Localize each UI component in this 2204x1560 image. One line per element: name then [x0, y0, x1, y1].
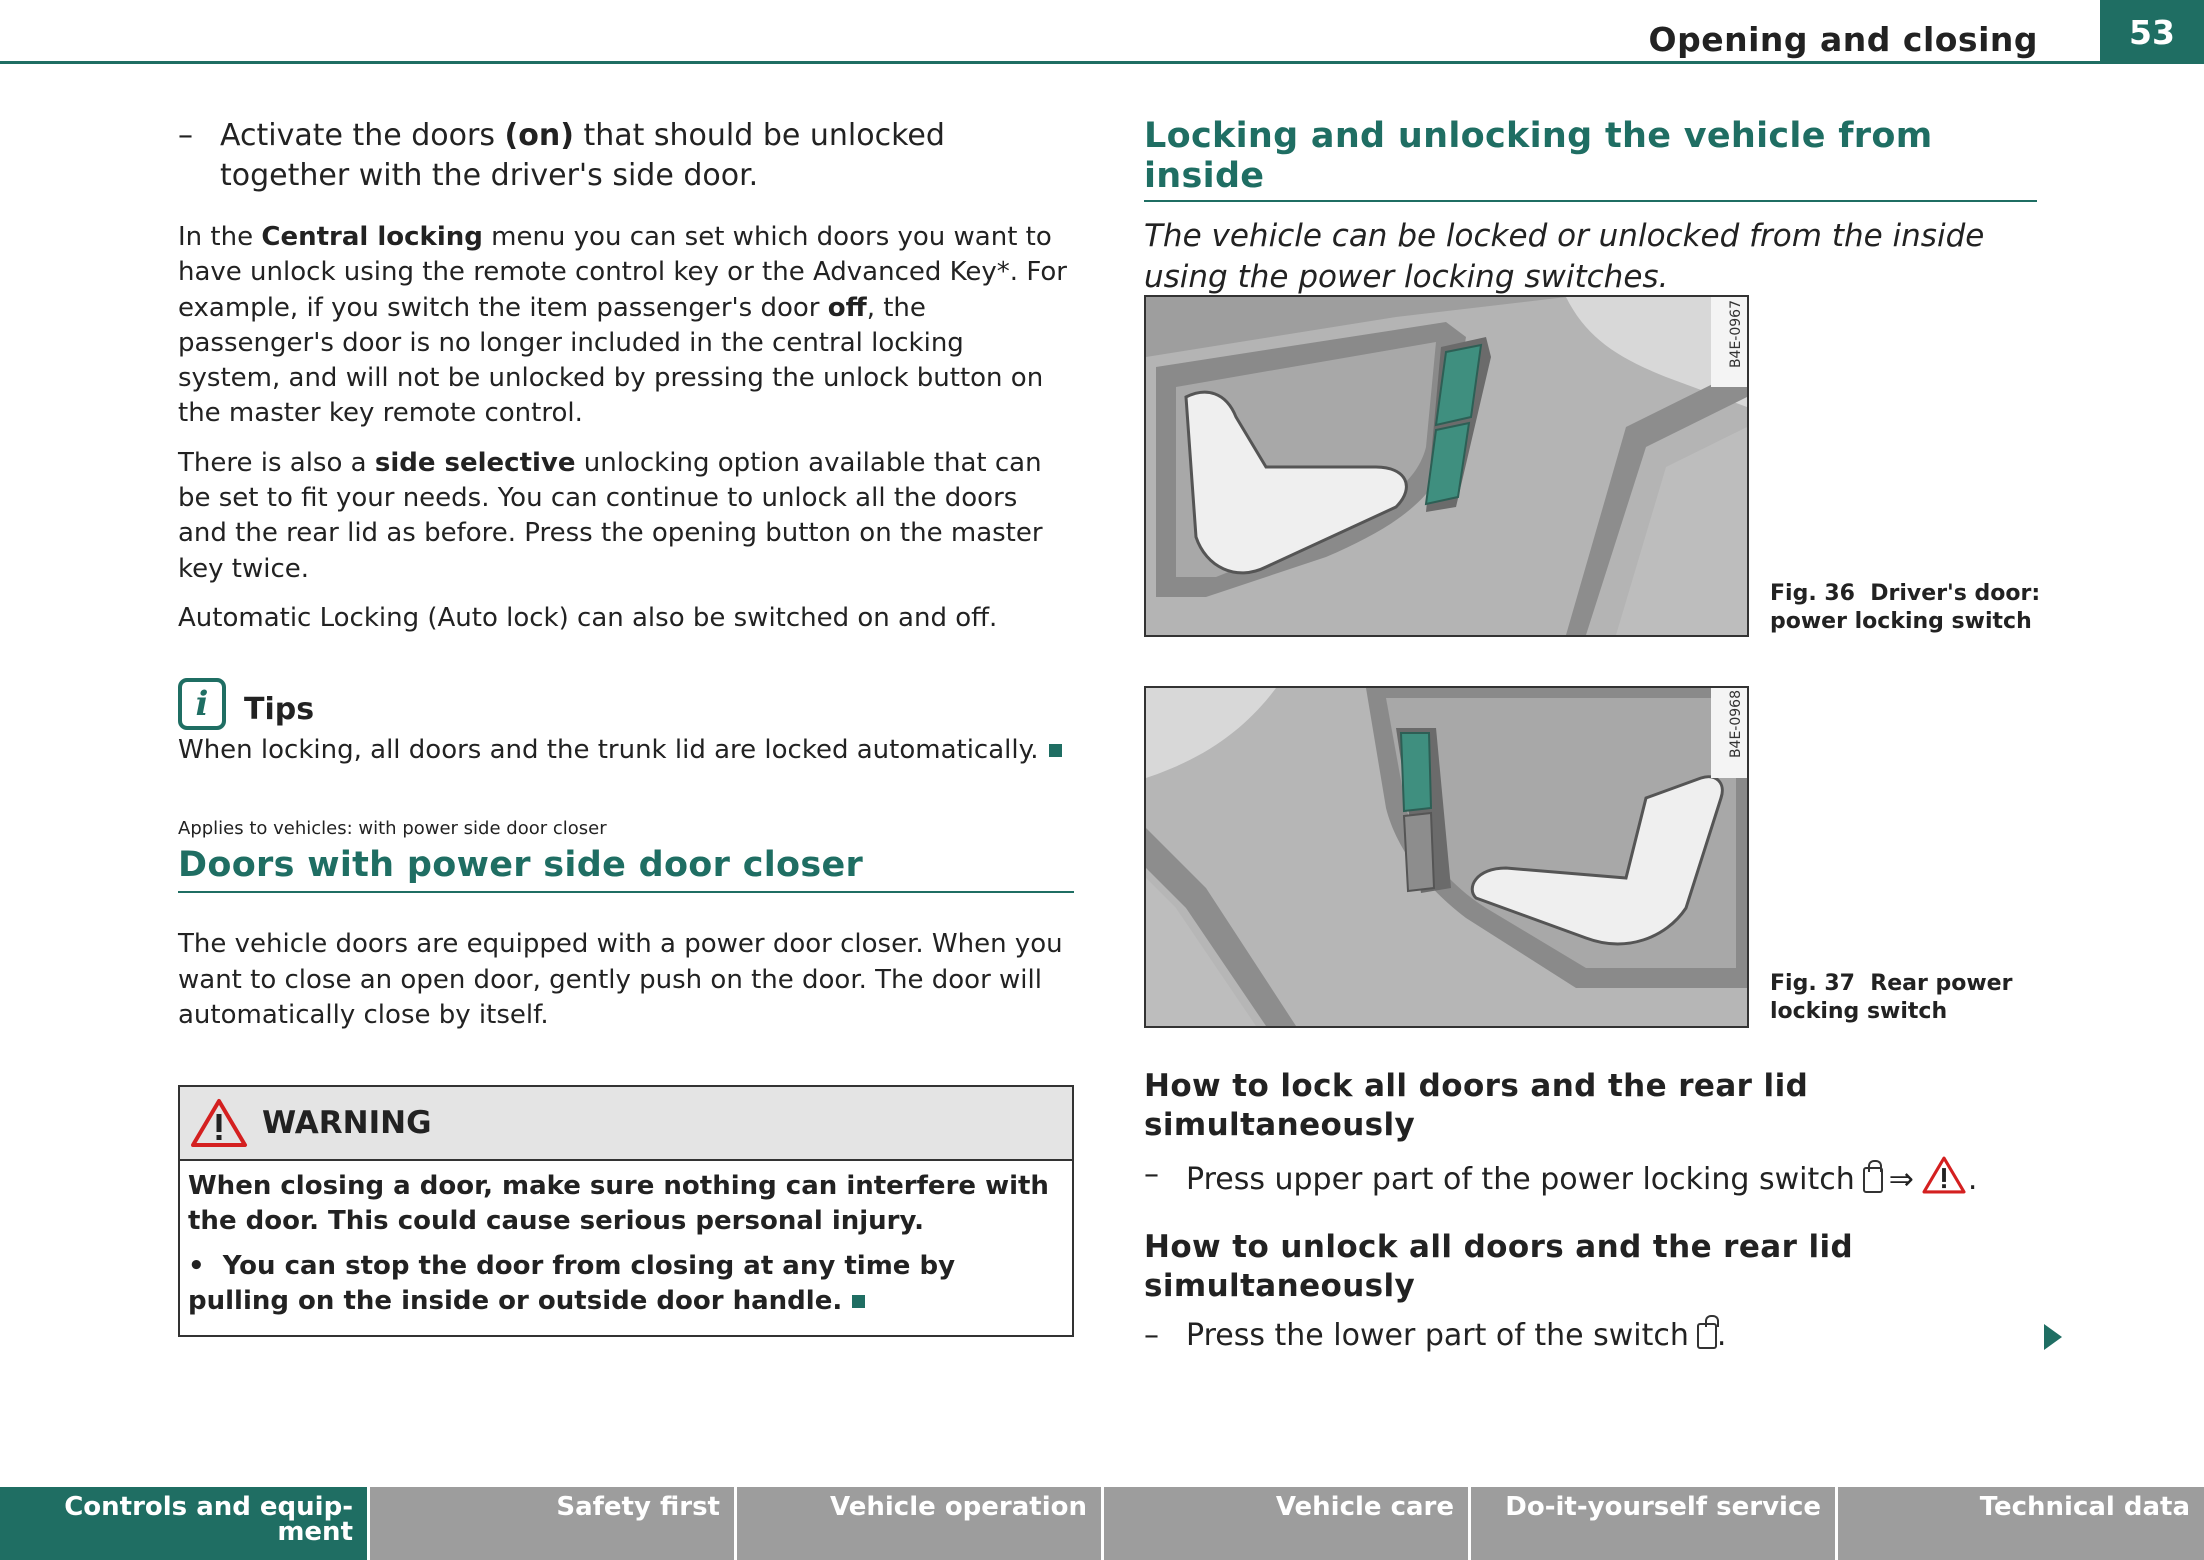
- figure-37-code: B4E-0968: [1728, 690, 1744, 759]
- figure-37-rear-switch: [1144, 686, 1749, 1028]
- figure-36-code: B4E-0967: [1728, 300, 1744, 369]
- left-column: [178, 116, 1074, 1337]
- step-dash: –: [1144, 1157, 1159, 1192]
- unlock-icon: [1697, 1323, 1717, 1349]
- continued-next-page-arrow-icon: [2044, 1324, 2062, 1350]
- warning-bullet: • You can stop the door from closing at any time by pulling on the inside or outside door handle.: [188, 1251, 956, 1317]
- tab-safety-first[interactable]: Safety first: [370, 1487, 737, 1560]
- figure-36-caption: Fig. 36 Driver's door: power locking switch: [1770, 581, 2041, 634]
- tab-do-it-yourself-service[interactable]: Do-it-yourself service: [1471, 1487, 1838, 1560]
- warning-box: [178, 1085, 1074, 1337]
- unlock-heading: How to unlock all doors and the rear lid simultaneously: [1144, 1229, 1854, 1304]
- tips-heading: [178, 678, 1074, 730]
- tab-vehicle-operation[interactable]: Vehicle operation: [737, 1487, 1104, 1560]
- lock-step: – Press upper part of the power locking switch ⇒ .: [1144, 1155, 2040, 1200]
- running-title: Opening and closing: [1648, 20, 2038, 59]
- warning-body: [180, 1161, 1072, 1335]
- tab-controls-and-equipment[interactable]: Controls and equip- ment: [0, 1487, 370, 1560]
- figure-37-caption: Fig. 37 Rear power locking switch: [1770, 971, 2013, 1024]
- driver-door-illustration: [1146, 297, 1747, 635]
- lock-icon: [1863, 1167, 1883, 1193]
- tips-label: Tips: [244, 691, 315, 727]
- step-dash: –: [1144, 1318, 1159, 1353]
- see-reference-arrow: ⇒: [1888, 1162, 1914, 1197]
- section-body-power-closer: The vehicle doors are equipped with a power door closer. When you want to close an open door, gently push on the door. The door will automatically close by itself.: [178, 929, 1063, 1030]
- warning-header: [180, 1087, 1072, 1161]
- header-rule: [0, 61, 2204, 64]
- info-icon: i: [178, 678, 226, 730]
- applies-to-note: Applies to vehicles: with power side door closer: [178, 818, 607, 840]
- page-number: 53: [2100, 0, 2204, 64]
- step-text: Activate the doors (on) that should be unlocked together with the driver's side door.: [220, 118, 945, 193]
- step-activate-doors: [178, 116, 1074, 196]
- end-of-section-icon: [852, 1295, 865, 1308]
- figure-36-driver-door-switch: [1144, 295, 1749, 637]
- right-column: [1144, 116, 2040, 298]
- rear-door-illustration: [1146, 688, 1747, 1026]
- footer-chapter-nav: [0, 1487, 2204, 1560]
- warning-label: WARNING: [262, 1105, 432, 1142]
- central-locking-paragraph: In the Central locking menu you can set which doors you want to have unlock using the remote control key or the Advanced Key*. For example, if you switch the item passenger's door off, the passenger's door is no longer included in the central locking system, and will not be unlocked by pressing the unlock button on the master key remote control.: [178, 222, 1067, 429]
- section-heading-locking-inside: Locking and unlocking the vehicle from inside: [1144, 116, 2037, 202]
- tab-technical-data[interactable]: Technical data: [1838, 1487, 2204, 1560]
- warning-triangle-icon: [1920, 1155, 1968, 1195]
- lock-unlock-instructions: [1144, 1067, 2040, 1356]
- lock-heading: How to lock all doors and the rear lid simultaneously: [1144, 1068, 1809, 1143]
- tab-vehicle-care[interactable]: Vehicle care: [1104, 1487, 1471, 1560]
- side-selective-paragraph: There is also a side selective unlocking option available that can be set to fit your needs. You can continue to unlock all the doors and the rear lid as before. Press the opening button on the master key twice.: [178, 447, 1043, 584]
- section-heading-power-closer: Doors with power side door closer: [178, 845, 1074, 893]
- section-intro: The vehicle can be locked or unlocked from the inside using the power locking switches.: [1144, 218, 1985, 295]
- warning-text: When closing a door, make sure nothing can interfere with the door. This could cause serious personal injury.: [188, 1171, 1049, 1237]
- end-of-section-icon: [1049, 744, 1062, 757]
- step-dash: –: [178, 118, 193, 153]
- tips-text: When locking, all doors and the trunk lid are locked automatically.: [178, 732, 1074, 768]
- unlock-step: – Press the lower part of the switch .: [1144, 1316, 2040, 1356]
- warning-triangle-icon: [190, 1097, 248, 1149]
- auto-lock-paragraph: Automatic Locking (Auto lock) can also be switched on and off.: [178, 602, 998, 633]
